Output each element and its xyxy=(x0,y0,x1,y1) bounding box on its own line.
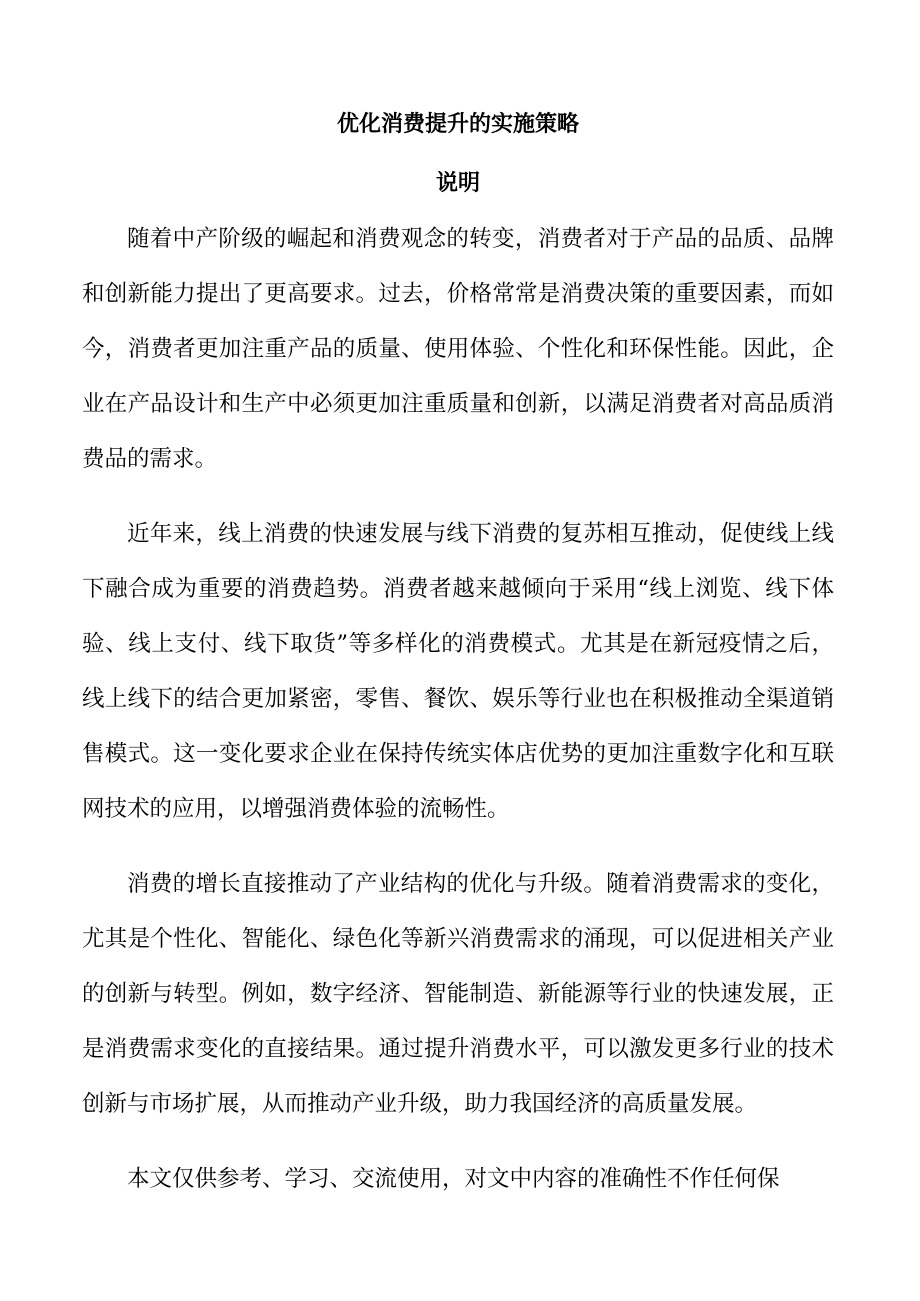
paragraph-2: 近年来，线上消费的快速发展与线下消费的复苏相互推动，促使线上线下融合成为重要的消费趋势。消费者越来越倾向于采用“线上浏览、线下体验、线上支付、线下取货”等多样化的消费模式。尤其是在新冠疫情之后，线上线下的结合更加紧密，零售、餐饮、娱乐等行业也在积极推动全渠道销售模式。这一变化要求企业在保持传统实体店优势的更加注重数字化和互联网技术的应用，以增强消费体验的流畅性。 xyxy=(82,521,834,822)
document-subtitle: 说明 xyxy=(435,170,480,196)
paragraph-3: 消费的增长直接推动了产业结构的优化与升级。随着消费需求的变化，尤其是个性化、智能化、绿色化等新兴消费需求的涌现，可以促进相关产业的创新与转型。例如，数字经济、智能制造、新能源等行业的快速发展，正是消费需求变化的直接结果。通过提升消费水平，可以激发更多行业的技术创新与市场扩展，从而推动产业升级，助力我国经济的高质量发展。 xyxy=(82,871,834,1117)
document-body xyxy=(82,212,834,1207)
paragraph-1: 随着中产阶级的崛起和消费观念的转变，消费者对于产品的品质、品牌和创新能力提出了更高要求。过去，价格常常是消费决策的重要因素，而如今，消费者更加注重产品的质量、使用体验、个性化和环保性能。因此，企业在产品设计和生产中必须更加注重质量和创新，以满足消费者对高品质消费品的需求。 xyxy=(82,226,834,472)
document-title: 优化消费提升的实施策略 xyxy=(336,111,579,137)
paragraph-4: 本文仅供参考、学习、交流使用，对文中内容的准确性不作任何保 xyxy=(127,1166,780,1192)
